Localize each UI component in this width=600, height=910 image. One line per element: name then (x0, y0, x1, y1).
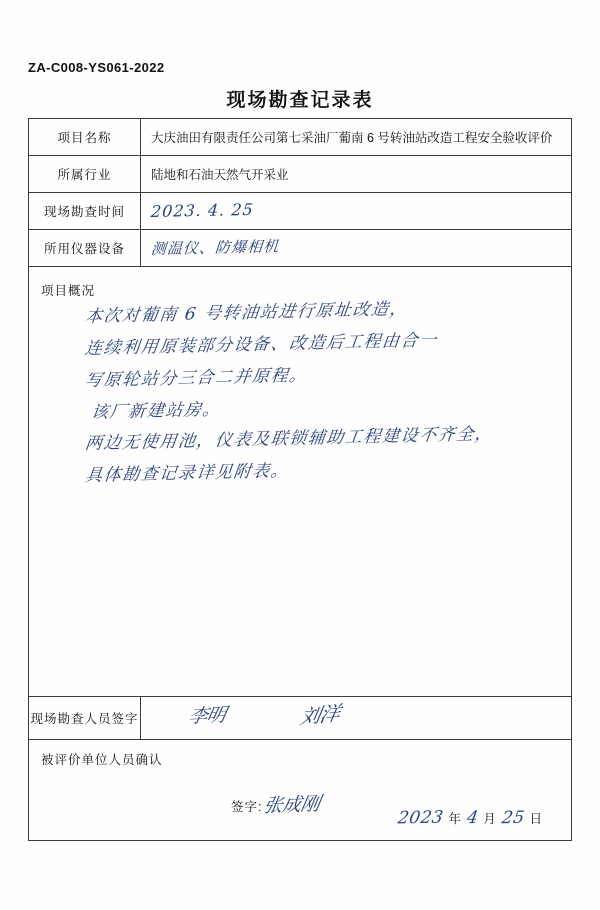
date-day: 25 (500, 807, 527, 829)
date-month: 4 (465, 807, 480, 829)
surveyor-signature-area (141, 697, 571, 739)
date-year: 2023 (396, 807, 446, 829)
sign-word-label: 签字: (231, 800, 263, 814)
handwritten-date: 2023. 4. 25 (150, 199, 255, 221)
confirmation-signature-name: 张成刚 (262, 793, 322, 817)
date-month-label: 月 (483, 812, 497, 826)
field-row-instruments (29, 230, 571, 267)
field-value-handwritten (141, 193, 571, 229)
overview-line: 连续利用原装部分设备、改造后工程由合一 (83, 330, 439, 359)
survey-record-form (28, 118, 572, 841)
surveyor-signature-row (29, 697, 571, 740)
project-overview-section (29, 267, 571, 697)
overview-line: 写原轮站分三合二并原程。 (83, 365, 309, 391)
overview-handwritten-body (41, 299, 559, 487)
field-label: 所用仪器设备 (29, 230, 141, 266)
field-label: 现场勘查时间 (29, 193, 141, 229)
field-value: 陆地和石油天然气开采业 (151, 168, 289, 182)
overview-line: 具体勘查记录详见附表。 (83, 461, 291, 487)
overview-line: 两边无使用池，仪表及联锁辅助工程建设不齐全， (83, 424, 495, 455)
field-value-handwritten (141, 230, 571, 266)
overview-label: 项目概况 (41, 284, 96, 298)
date-year-label: 年 (448, 812, 462, 826)
overview-line: 本次对葡南 6 号转油站进行原址改造， (83, 299, 410, 327)
overview-line: 该厂新建站房。 (89, 399, 223, 423)
handwritten-instruments: 测温仪、防爆相机 (150, 236, 280, 258)
field-row-project-name (29, 119, 571, 156)
confirmation-section (29, 740, 571, 840)
field-label: 所属行业 (29, 156, 141, 192)
surveyor-signature-label: 现场勘查人员签字 (29, 697, 141, 739)
field-row-industry (29, 156, 571, 193)
signature-mark: 李明 (186, 704, 228, 728)
page-title: 现场勘查记录表 (226, 89, 374, 111)
field-value: 大庆油田有限责任公司第七采油厂葡南 6 号转油站改造工程安全验收评价 (151, 131, 553, 145)
date-day-label: 日 (529, 812, 543, 826)
signature-mark: 刘洋 (298, 701, 342, 729)
confirmation-label: 被评价单位人员确认 (41, 753, 163, 767)
field-label: 项目名称 (29, 119, 141, 155)
field-row-survey-time (29, 193, 571, 230)
document-code: ZA-C008-YS061-2022 (28, 60, 165, 75)
confirmation-date (395, 808, 545, 828)
